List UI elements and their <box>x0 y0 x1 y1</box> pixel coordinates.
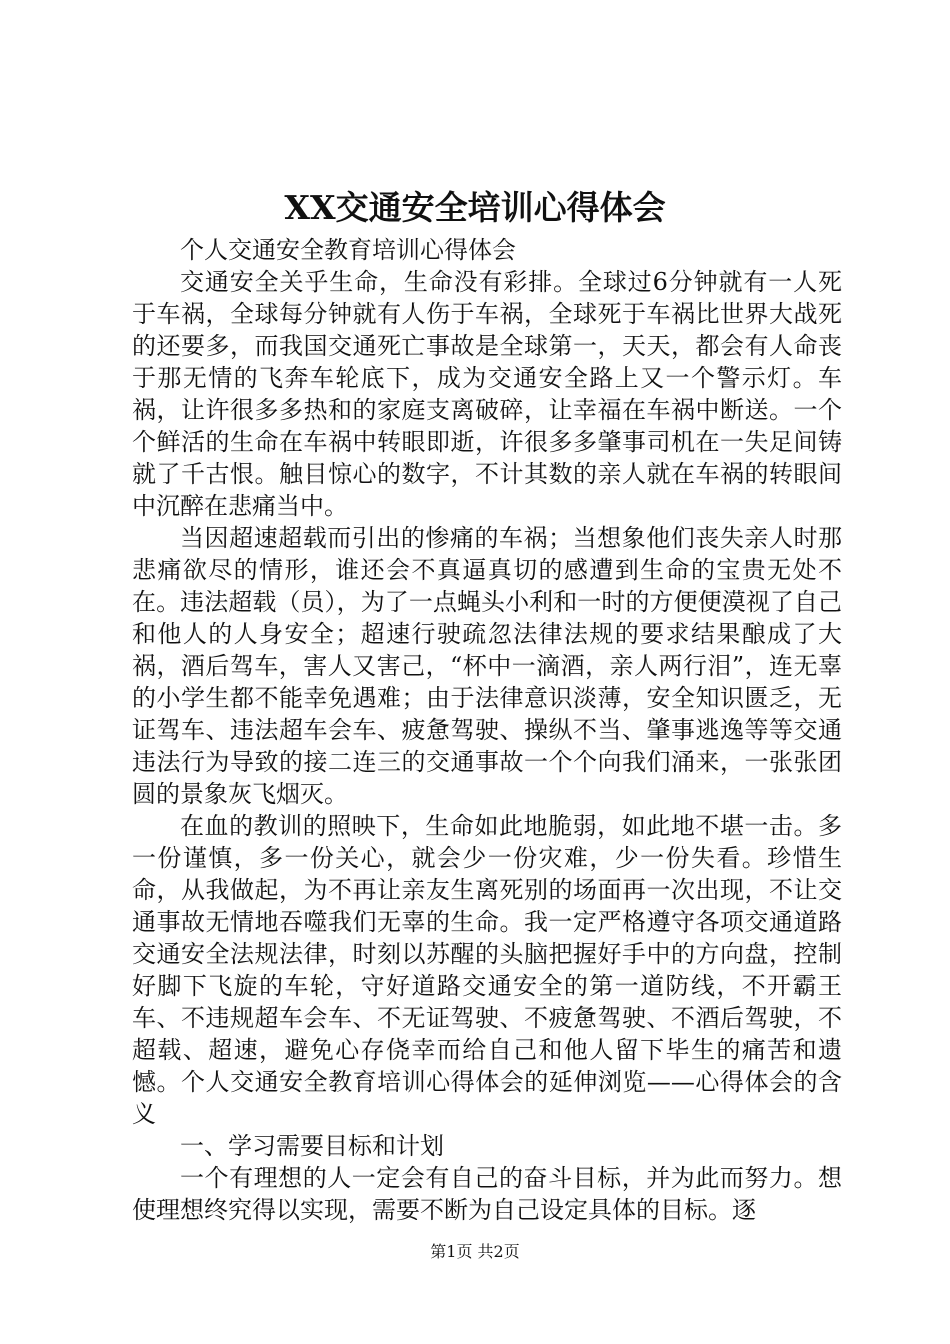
page-number-footer: 第1页 共2页 <box>430 1242 520 1261</box>
paragraph-2: 当因超速超载而引出的惨痛的车祸；当想象他们丧失亲人时那悲痛欲尽的情形，谁还会不真逼真切的感遭到生命的宝贵无处不在。违法超载（员），为了一点蝇头小利和一时的方便便漠视了自己和他人的人身安全；超速行驶疏忽法律法规的要求结果酿成了大祸，酒后驾车，害人又害己，“杯中一滴酒，亲人两行泪”，连无辜的小学生都不能幸免遇难；由于法律意识淡薄，安全知识匮乏，无证驾车、违法超车会车、疲惫驾驶、操纵不当、肇事逃逸等等交通违法行为导致的接二连三的交通事故一个个向我们涌来，一张张团圆的景象灰飞烟灭。 <box>132 524 842 808</box>
paragraph-3: 在血的教训的照映下，生命如此地脆弱，如此地不堪一击。多一份谨慎，多一份关心，就会少一份灾难，少一份失看。珍惜生命，从我做起，为不再让亲友生离死别的场面再一次出现，不让交通事故无情地吞噬我们无辜的生命。我一定严格遵守各项交通道路交通安全法规法律，时刻以苏醒的头脑把握好手中的方向盘，控制好脚下飞旋的车轮，守好道路交通安全的第一道防线，不开霸王车、不违规超车会车、不无证驾驶、不疲惫驾驶、不酒后驾驶，不超载、超速，避免心存侥幸而给自己和他人留下毕生的痛苦和遗憾。个人交通安全教育培训心得体会的延伸浏览——心得体会的含义 <box>132 812 842 1128</box>
document-body <box>132 234 842 1226</box>
paragraph-4: 一个有理想的人一定会有自己的奋斗目标，并为此而努力。想使理想终究得以实现，需要不断为自己设定具体的目标。逐 <box>132 1164 842 1224</box>
paragraph-subtitle: 个人交通安全教育培训心得体会 <box>180 236 516 264</box>
paragraph-1: 交通安全关乎生命，生命没有彩排。全球过6分钟就有一人死于车祸，全球每分钟就有人伤于车祸，全球死于车祸比世界大战死的还要多，而我国交通死亡事故是全球第一，天天，都会有人命丧于那无情的飞奔车轮底下，成为交通安全路上又一个警示灯。车祸，让许很多多热和的家庭支离破碎，让幸福在车祸中断送。一个个鲜活的生命在车祸中转眼即逝，许很多多肇事司机在一失足间铸就了千古恨。触目惊心的数字，不计其数的亲人就在车祸的转眼间中沉醉在悲痛当中。 <box>132 268 842 520</box>
document-title: XX交通安全培训心得体会 <box>284 188 666 227</box>
section-heading: 一、学习需要目标和计划 <box>180 1132 444 1160</box>
